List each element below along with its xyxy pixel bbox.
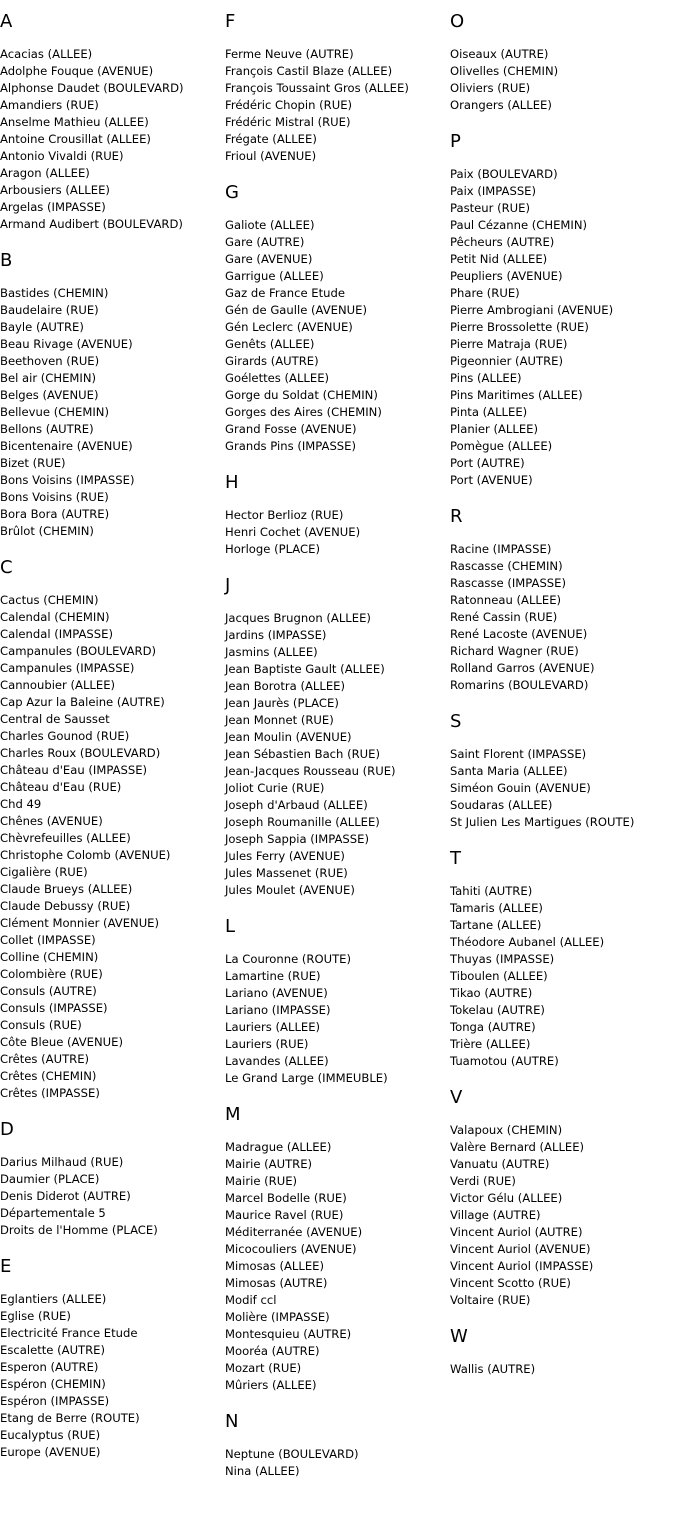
street-link[interactable]: Phare (RUE) — [450, 286, 520, 300]
letter-section — [225, 11, 450, 171]
index-column-3 — [450, 0, 675, 1384]
street-link[interactable]: Madrague (ALLEE) — [225, 1140, 332, 1154]
street-link[interactable]: Acacias (ALLEE) — [0, 47, 93, 61]
street-link[interactable]: Consuls (RUE) — [0, 1018, 82, 1032]
street-link[interactable]: Richard Wagner (RUE) — [450, 644, 579, 658]
street-link[interactable]: Mozart (RUE) — [225, 1361, 302, 1375]
street-link[interactable]: Pins Maritimes (ALLEE) — [450, 388, 583, 402]
street-link[interactable]: Jardins (IMPASSE) — [225, 628, 327, 642]
street-link[interactable]: Aragon (ALLEE) — [0, 166, 90, 180]
street-link[interactable]: Droits de l'Homme (PLACE) — [0, 1223, 158, 1237]
street-link[interactable]: Vincent Scotto (RUE) — [450, 1276, 571, 1290]
section-spacer — [225, 558, 450, 564]
street-link[interactable]: Vincent Auriol (AUTRE) — [450, 1225, 583, 1239]
street-link[interactable]: Modif ccl — [225, 1293, 277, 1307]
section-letter-heading: H — [225, 472, 239, 493]
street-link[interactable]: Tiboulen (ALLEE) — [450, 969, 548, 983]
street-link[interactable]: La Couronne (ROUTE) — [225, 952, 352, 966]
letter-section — [0, 11, 225, 239]
section-letter-heading: J — [225, 575, 231, 596]
street-link[interactable]: Arbousiers (ALLEE) — [0, 183, 110, 197]
street-link[interactable]: René Lacoste (AVENUE) — [450, 627, 588, 641]
street-link[interactable]: Gorge du Soldat (CHEMIN) — [225, 388, 378, 402]
street-link[interactable]: Bayle (AUTRE) — [0, 320, 84, 334]
street-link[interactable]: Jean-Jacques Rousseau (RUE) — [225, 764, 396, 778]
section-letter-heading: N — [225, 1411, 239, 1432]
street-link[interactable]: Gare (AUTRE) — [225, 235, 305, 249]
street-link[interactable]: Argelas (IMPASSE) — [0, 200, 106, 214]
street-link[interactable]: Joseph Sappia (IMPASSE) — [225, 832, 369, 846]
street-link[interactable]: Jean Monnet (RUE) — [225, 713, 334, 727]
street-link[interactable]: Rascasse (IMPASSE) — [450, 576, 567, 590]
street-link[interactable]: Consuls (IMPASSE) — [0, 1001, 108, 1015]
street-link[interactable]: Pierre Matraja (RUE) — [450, 337, 568, 351]
street-link[interactable]: Bizet (RUE) — [0, 456, 66, 470]
street-link[interactable]: Bastides (CHEMIN) — [0, 286, 109, 300]
street-link[interactable]: Esperon (AUTRE) — [0, 1360, 99, 1374]
street-link[interactable]: Clément Monnier (AVENUE) — [0, 916, 160, 930]
section-spacer — [0, 233, 225, 239]
section-spacer — [0, 1102, 225, 1108]
section-spacer — [450, 1070, 675, 1076]
index-column-2 — [225, 0, 450, 1486]
section-spacer — [450, 489, 675, 495]
section-letter-heading: R — [450, 506, 463, 527]
letter-section — [450, 1326, 675, 1384]
street-link[interactable]: Port (AUTRE) — [450, 456, 525, 470]
street-link[interactable]: Lauriers (RUE) — [225, 1037, 309, 1051]
street-link[interactable]: Jean Sébastien Bach (RUE) — [225, 747, 380, 761]
street-link[interactable]: Horloge (PLACE) — [225, 542, 320, 556]
section-spacer — [0, 1461, 225, 1467]
street-link[interactable]: Tokelau (AUTRE) — [450, 1003, 545, 1017]
street-link[interactable]: Cap Azur la Baleine (AUTRE) — [0, 695, 165, 709]
street-link[interactable]: Campanules (BOULEVARD) — [0, 644, 157, 658]
letter-section — [450, 1087, 675, 1315]
street-link[interactable]: Oiseaux (AUTRE) — [450, 47, 549, 61]
street-link[interactable]: Girards (AUTRE) — [225, 354, 319, 368]
street-link[interactable]: Mairie (AUTRE) — [225, 1157, 313, 1171]
street-link[interactable]: Orangers (ALLEE) — [450, 98, 552, 112]
street-link[interactable]: Marcel Bodelle (RUE) — [225, 1191, 347, 1205]
section-letter-heading: L — [225, 916, 236, 937]
street-link[interactable]: Beau Rivage (AVENUE) — [0, 337, 133, 351]
street-link[interactable]: Espéron (CHEMIN) — [0, 1377, 106, 1391]
street-link[interactable]: Crêtes (IMPASSE) — [0, 1086, 100, 1100]
street-link[interactable]: François Castil Blaze (ALLEE) — [225, 64, 393, 78]
street-link[interactable]: Victor Gélu (ALLEE) — [450, 1191, 563, 1205]
letter-section — [450, 11, 675, 120]
street-link[interactable]: Bons Voisins (RUE) — [0, 490, 109, 504]
street-link[interactable]: Théodore Aubanel (ALLEE) — [450, 935, 605, 949]
street-link[interactable]: Paix (IMPASSE) — [450, 184, 537, 198]
street-link[interactable]: Gén Leclerc (AVENUE) — [225, 320, 353, 334]
section-spacer — [450, 1309, 675, 1315]
street-link[interactable]: Paul Cézanne (CHEMIN) — [450, 218, 588, 232]
street-link[interactable]: Tikao (AUTRE) — [450, 986, 533, 1000]
street-link[interactable]: Mûriers (ALLEE) — [225, 1378, 317, 1392]
street-link[interactable]: Valapoux (CHEMIN) — [450, 1123, 563, 1137]
street-link[interactable]: Frédéric Chopin (RUE) — [225, 98, 353, 112]
street-link[interactable]: Jean Moulin (AVENUE) — [225, 730, 352, 744]
street-link[interactable]: Jasmins (ALLEE) — [225, 645, 318, 659]
street-link[interactable]: Ratonneau (ALLEE) — [450, 593, 562, 607]
letter-section — [450, 506, 675, 700]
street-link[interactable]: Escalette (AUTRE) — [0, 1343, 106, 1357]
section-letter-heading: C — [0, 557, 13, 578]
street-link[interactable]: Lamartine (RUE) — [225, 969, 321, 983]
street-link[interactable]: Colombière (RUE) — [0, 967, 103, 981]
street-link[interactable]: Nina (ALLEE) — [225, 1464, 300, 1478]
street-link[interactable]: Voltaire (RUE) — [450, 1293, 531, 1307]
section-letter-heading: B — [0, 250, 13, 271]
street-link[interactable]: Etang de Berre (ROUTE) — [0, 1411, 140, 1425]
street-link[interactable]: Port (AVENUE) — [450, 473, 533, 487]
street-link[interactable]: Lariano (AVENUE) — [225, 986, 328, 1000]
section-spacer — [450, 831, 675, 837]
street-link[interactable]: Méditerranée (AVENUE) — [225, 1225, 363, 1239]
street-link[interactable]: Rascasse (CHEMIN) — [450, 559, 563, 573]
street-link[interactable]: Vanuatu (AUTRE) — [450, 1157, 550, 1171]
street-link[interactable]: Bellons (AUTRE) — [0, 422, 94, 436]
street-link[interactable]: Lariano (IMPASSE) — [225, 1003, 331, 1017]
street-link[interactable]: Central de Sausset — [0, 712, 110, 726]
street-link[interactable]: Château d'Eau (IMPASSE) — [0, 763, 148, 777]
section-letter-heading: E — [0, 1256, 12, 1277]
section-spacer — [225, 899, 450, 905]
section-letter-heading: F — [225, 11, 236, 32]
street-link[interactable]: Eglantiers (ALLEE) — [0, 1292, 107, 1306]
street-link[interactable]: Pomègue (ALLEE) — [450, 439, 553, 453]
street-link[interactable]: Mooréa (AUTRE) — [225, 1344, 320, 1358]
street-link[interactable]: Santa Maria (ALLEE) — [450, 764, 568, 778]
street-link[interactable]: Pasteur (RUE) — [450, 201, 531, 215]
street-link[interactable]: Electricité France Etude — [0, 1326, 138, 1340]
street-link[interactable]: Tonga (AUTRE) — [450, 1020, 536, 1034]
street-link[interactable]: Garrigue (ALLEE) — [225, 269, 324, 283]
street-link[interactable]: Armand Audibert (BOULEVARD) — [0, 217, 183, 231]
street-link[interactable]: René Cassin (RUE) — [450, 610, 558, 624]
street-link[interactable]: Chèvrefeuilles (ALLEE) — [0, 831, 131, 845]
section-letter-heading: D — [0, 1119, 14, 1140]
street-link[interactable]: Jacques Brugnon (ALLEE) — [225, 611, 371, 625]
street-link[interactable]: Valère Bernard (ALLEE) — [450, 1140, 585, 1154]
street-link[interactable]: Micocouliers (AVENUE) — [225, 1242, 357, 1256]
street-link[interactable]: Château d'Eau (RUE) — [0, 780, 122, 794]
street-link[interactable]: Frédéric Mistral (RUE) — [225, 115, 351, 129]
letter-section — [225, 575, 450, 905]
street-link[interactable]: Jules Moulet (AVENUE) — [225, 883, 355, 897]
street-link[interactable]: Jules Massenet (RUE) — [225, 866, 348, 880]
letter-section — [225, 916, 450, 1093]
letter-section — [0, 1256, 225, 1467]
section-spacer — [450, 114, 675, 120]
street-link[interactable]: Gaz de France Etude — [225, 286, 345, 300]
street-link[interactable]: Soudaras (ALLEE) — [450, 798, 553, 812]
street-link[interactable]: Saint Florent (IMPASSE) — [450, 747, 587, 761]
street-link[interactable]: Pêcheurs (AUTRE) — [450, 235, 555, 249]
street-link[interactable]: Maurice Ravel (RUE) — [225, 1208, 344, 1222]
street-link[interactable]: Romarins (BOULEVARD) — [450, 678, 589, 692]
street-link[interactable]: Chênes (AVENUE) — [0, 814, 103, 828]
street-link[interactable]: Siméon Gouin (AVENUE) — [450, 781, 591, 795]
street-link[interactable]: Oliviers (RUE) — [450, 81, 531, 95]
street-link[interactable]: Montesquieu (AUTRE) — [225, 1327, 352, 1341]
street-link[interactable]: Côte Bleue (AVENUE) — [0, 1035, 124, 1049]
street-link[interactable]: Hector Berlioz (RUE) — [225, 508, 344, 522]
street-link[interactable]: Tuamotou (AUTRE) — [450, 1054, 559, 1068]
street-link[interactable]: Jean Jaurès (PLACE) — [225, 696, 339, 710]
street-link[interactable]: Charles Roux (BOULEVARD) — [0, 746, 161, 760]
street-link[interactable]: Jean Baptiste Gault (ALLEE) — [225, 662, 385, 676]
street-link[interactable]: Village (AUTRE) — [450, 1208, 541, 1222]
street-link[interactable]: Galiote (ALLEE) — [225, 218, 315, 232]
street-link[interactable]: Lauriers (ALLEE) — [225, 1020, 321, 1034]
street-link[interactable]: Gén de Gaulle (AVENUE) — [225, 303, 368, 317]
street-link[interactable]: Grands Pins (IMPASSE) — [225, 439, 357, 453]
street-link[interactable]: Henri Cochet (AVENUE) — [225, 525, 361, 539]
street-link[interactable]: Tartane (ALLEE) — [450, 918, 542, 932]
section-spacer — [450, 694, 675, 700]
letter-section — [0, 250, 225, 546]
street-link[interactable]: Adolphe Fouque (AVENUE) — [0, 64, 154, 78]
street-link[interactable]: Charles Gounod (RUE) — [0, 729, 130, 743]
section-spacer — [225, 165, 450, 171]
street-link[interactable]: Eucalyptus (RUE) — [0, 1428, 101, 1442]
street-link[interactable]: Collet (IMPASSE) — [0, 933, 96, 947]
street-link[interactable]: Jean Borotra (ALLEE) — [225, 679, 345, 693]
street-link[interactable]: Racine (IMPASSE) — [450, 542, 552, 556]
letter-section — [225, 1104, 450, 1400]
street-link[interactable]: Paix (BOULEVARD) — [450, 167, 558, 181]
street-link[interactable]: Eglise (RUE) — [0, 1309, 71, 1323]
street-link[interactable]: Genêts (ALLEE) — [225, 337, 315, 351]
section-letter-heading: S — [450, 711, 462, 732]
street-link[interactable]: Thuyas (IMPASSE) — [450, 952, 555, 966]
street-link[interactable]: Calendal (IMPASSE) — [0, 627, 113, 641]
street-link[interactable]: Campanules (IMPASSE) — [0, 661, 135, 675]
letter-section — [0, 1119, 225, 1245]
street-link[interactable]: Pins (ALLEE) — [450, 371, 522, 385]
street-link[interactable]: Consuls (AUTRE) — [0, 984, 97, 998]
street-link[interactable]: Mimosas (AUTRE) — [225, 1276, 328, 1290]
street-link[interactable]: Pinta (ALLEE) — [450, 405, 528, 419]
street-link[interactable]: Belges (AVENUE) — [0, 388, 99, 402]
street-link[interactable]: Amandiers (RUE) — [0, 98, 99, 112]
street-link[interactable]: Bel air (CHEMIN) — [0, 371, 97, 385]
street-link[interactable]: Colline (CHEMIN) — [0, 950, 99, 964]
street-link[interactable]: Bellevue (CHEMIN) — [0, 405, 109, 419]
street-link[interactable]: Europe (AVENUE) — [0, 1445, 101, 1459]
street-link[interactable]: Joseph d'Arbaud (ALLEE) — [225, 798, 368, 812]
street-link[interactable]: Lavandes (ALLEE) — [225, 1054, 329, 1068]
street-link[interactable]: Cigalière (RUE) — [0, 865, 88, 879]
street-link[interactable]: Frioul (AVENUE) — [225, 149, 317, 163]
street-link[interactable]: Mimosas (ALLEE) — [225, 1259, 325, 1273]
street-link[interactable]: Beethoven (RUE) — [0, 354, 100, 368]
street-link[interactable]: Anselme Mathieu (ALLEE) — [0, 115, 149, 129]
street-link[interactable]: Chd 49 — [0, 797, 42, 811]
street-link[interactable]: Tamaris (ALLEE) — [450, 901, 543, 915]
letter-section — [450, 848, 675, 1076]
street-link[interactable]: Bicentenaire (AVENUE) — [0, 439, 133, 453]
section-spacer — [225, 1394, 450, 1400]
street-link[interactable]: Denis Diderot (AUTRE) — [0, 1189, 131, 1203]
letter-section — [225, 472, 450, 564]
street-link[interactable]: Joliot Curie (RUE) — [225, 781, 325, 795]
section-spacer — [0, 540, 225, 546]
letter-section — [450, 131, 675, 495]
street-link[interactable]: Tahiti (AUTRE) — [450, 884, 533, 898]
street-link[interactable]: Claude Debussy (RUE) — [0, 899, 131, 913]
street-link[interactable]: Cannoubier (ALLEE) — [0, 678, 116, 692]
street-link[interactable]: Gorges des Aires (CHEMIN) — [225, 405, 382, 419]
street-link[interactable]: Bora Bora (AUTRE) — [0, 507, 110, 521]
street-link[interactable]: Départementale 5 — [0, 1206, 106, 1220]
letter-section — [450, 711, 675, 837]
street-link[interactable]: Peupliers (AVENUE) — [450, 269, 563, 283]
section-spacer — [0, 1239, 225, 1245]
street-link[interactable]: Planier (ALLEE) — [450, 422, 539, 436]
street-link[interactable]: Christophe Colomb (AVENUE) — [0, 848, 171, 862]
street-link[interactable]: Pierre Ambrogiani (AVENUE) — [450, 303, 614, 317]
street-link[interactable]: Crêtes (AUTRE) — [0, 1052, 90, 1066]
street-link[interactable]: François Toussaint Gros (ALLEE) — [225, 81, 409, 95]
street-link[interactable]: Antoine Crousillat (ALLEE) — [0, 132, 151, 146]
section-letter-heading: A — [0, 11, 13, 32]
street-link[interactable]: Alphonse Daudet (BOULEVARD) — [0, 81, 184, 95]
street-link[interactable]: Gare (AVENUE) — [225, 252, 313, 266]
street-link[interactable]: Grand Fosse (AVENUE) — [225, 422, 357, 436]
street-link[interactable]: Neptune (BOULEVARD) — [225, 1447, 359, 1461]
street-link[interactable]: Petit Nid (ALLEE) — [450, 252, 548, 266]
street-link[interactable]: Pigeonnier (AUTRE) — [450, 354, 563, 368]
section-spacer — [225, 455, 450, 461]
index-column-1 — [0, 0, 225, 1467]
section-letter-heading: T — [450, 848, 461, 869]
section-spacer — [450, 1378, 675, 1384]
section-letter-heading: O — [450, 11, 465, 32]
street-link[interactable]: Mairie (RUE) — [225, 1174, 298, 1188]
section-spacer — [225, 1087, 450, 1093]
street-link[interactable]: Jules Ferry (AVENUE) — [225, 849, 345, 863]
street-link[interactable]: Trière (ALLEE) — [450, 1037, 531, 1051]
letter-section — [225, 1411, 450, 1486]
street-link[interactable]: Ferme Neuve (AUTRE) — [225, 47, 354, 61]
section-spacer — [225, 1480, 450, 1486]
street-link[interactable]: Vincent Auriol (IMPASSE) — [450, 1259, 594, 1273]
street-link[interactable]: Daumier (PLACE) — [0, 1172, 100, 1186]
section-letter-heading: G — [225, 182, 239, 203]
street-link[interactable]: Antonio Vivaldi (RUE) — [0, 149, 124, 163]
section-letter-heading: W — [450, 1326, 468, 1347]
letter-section — [225, 182, 450, 461]
street-link[interactable]: Crêtes (CHEMIN) — [0, 1069, 97, 1083]
street-link[interactable]: St Julien Les Martigues (ROUTE) — [450, 815, 635, 829]
letter-section — [0, 557, 225, 1108]
section-letter-heading: M — [225, 1104, 241, 1125]
street-link[interactable]: Espéron (IMPASSE) — [0, 1394, 110, 1408]
street-link[interactable]: Le Grand Large (IMMEUBLE) — [225, 1071, 388, 1085]
street-link[interactable]: Molière (IMPASSE) — [225, 1310, 330, 1324]
street-link[interactable]: Olivelles (CHEMIN) — [450, 64, 559, 78]
section-letter-heading: V — [450, 1087, 463, 1108]
street-link[interactable]: Verdi (RUE) — [450, 1174, 516, 1188]
street-link[interactable]: Darius Milhaud (RUE) — [0, 1155, 124, 1169]
street-link[interactable]: Brûlot (CHEMIN) — [0, 524, 94, 538]
street-link[interactable]: Frégate (ALLEE) — [225, 132, 317, 146]
street-link[interactable]: Goélettes (ALLEE) — [225, 371, 330, 385]
street-link[interactable]: Vincent Auriol (AVENUE) — [450, 1242, 591, 1256]
street-link[interactable]: Pierre Brossolette (RUE) — [450, 320, 589, 334]
street-link[interactable]: Wallis (AUTRE) — [450, 1362, 536, 1376]
street-link[interactable]: Calendal (CHEMIN) — [0, 610, 110, 624]
street-link[interactable]: Baudelaire (RUE) — [0, 303, 99, 317]
street-link[interactable]: Joseph Roumanille (ALLEE) — [225, 815, 380, 829]
section-letter-heading: P — [450, 131, 461, 152]
street-link[interactable]: Bons Voisins (IMPASSE) — [0, 473, 135, 487]
street-link[interactable]: Rolland Garros (AVENUE) — [450, 661, 595, 675]
street-link[interactable]: Claude Brueys (ALLEE) — [0, 882, 133, 896]
street-link[interactable]: Cactus (CHEMIN) — [0, 593, 99, 607]
